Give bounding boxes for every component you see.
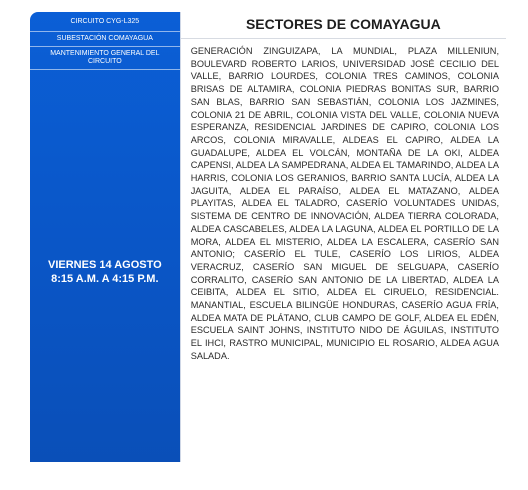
- circuit-label: CIRCUITO CYG-L325: [30, 12, 180, 32]
- outage-schedule: [30, 259, 180, 287]
- maintenance-label: MANTENIMIENTO GENERAL DEL CIRCUITO: [30, 47, 180, 70]
- outage-date: VIERNES 14 AGOSTO: [47, 259, 162, 271]
- circuit-info-panel: [30, 12, 180, 462]
- outage-time: 8:15 A.M. A 4:15 P.M.: [51, 272, 159, 285]
- sectors-list: GENERACIÓN ZINGUIZAPA, LA MUNDIAL, PLAZA MILLENIUN, BOULEVARD ROBERTO LARIOS, UNIVERSIDAD JOSÉ CECILIO DEL VALLE, BARRIO LOURDES, COLONIA TRES CAMINOS, COLONIA BRISAS DE ALTAMIRA, COLONIA PIEDRAS BONITAS SUR, BARRIO SAN BLAS, BARRIO SAN SEBASTIÁN, COLONIA LOS JAZMINES, COLONIA 21 DE ABRIL, COLONIA VISTA DEL VALLE, COLONIA NUEVA ESPERANZA, RESIDENCIAL JARDINES DE CAPIRO, COLONIA LOS ARCOS, COLONIA MIRAVALLE, ALDEAS EL CAPIRO, ALDEA LA GUADALUPE, ALDEA EL VOLCÁN, MONTAÑA DE LA OKI, ALDEA CAPENSI, ALDEA LA SAMPEDRANA, ALDEA EL TAMARINDO, ALDEA LA HARRIS, COLONIA LOS GERANIOS, BARRIO SANTA LUCÍA, ALDEA LA JAGUITA, ALDEA EL PARAÍSO, ALDEA EL MATAZANO, ALDEA PLAYITAS, ALDEA EL TALADRO, CASERÍO VOLUNTADES UNIDAS, SISTEMA DE CENTRO DE INNOVACIÓN, ALDEA TIERRA COLORADA, ALDEA CASCABELES, ALDEA LA LAGUNA, ALDEA EL PORTILLO DE LA MORA, ALDEA EL MISTERIO, ALDEA LA ESCALERA, CASERÍO SAN ANTONIO; CASERÍO EL TULE, CASERÍO LOS LIRIOS, ALDEA VERACRUZ, CASERÍO SAN MIGUEL DE SELGUAPA, CASERÍO CORRALITO, CASERÍO SAN ANTONIO DE LA LIBERTAD, ALDEA LA CEIBITA, ALDEA EL SITIO, ALDEA EL CIRUELO, RESIDENCIAL. MANANTIAL, ESCUELA BILINGÜE HONDURAS, CASERÍO AGUA FRÍA, ALDEA MATA DE PLÁTANO, CLUB CAMPO DE GOLF, ALDEA EL EDÉN, ESCUELA SAINT JOHNS, INSTITUTO NIDO DE ÁGUILAS, INSTITUTO EL IHCI, RASTRO MUNICIPAL, MUNICIPIO EL ROSARIO, ALDEA AGUA SALADA.: [190, 46, 499, 361]
- sectors-panel: [180, 12, 506, 462]
- sectors-title: SECTORES DE COMAYAGUA: [181, 12, 506, 39]
- outage-notice-card: [30, 12, 506, 462]
- substation-label: SUBESTACIÓN COMAYAGUA: [30, 32, 180, 47]
